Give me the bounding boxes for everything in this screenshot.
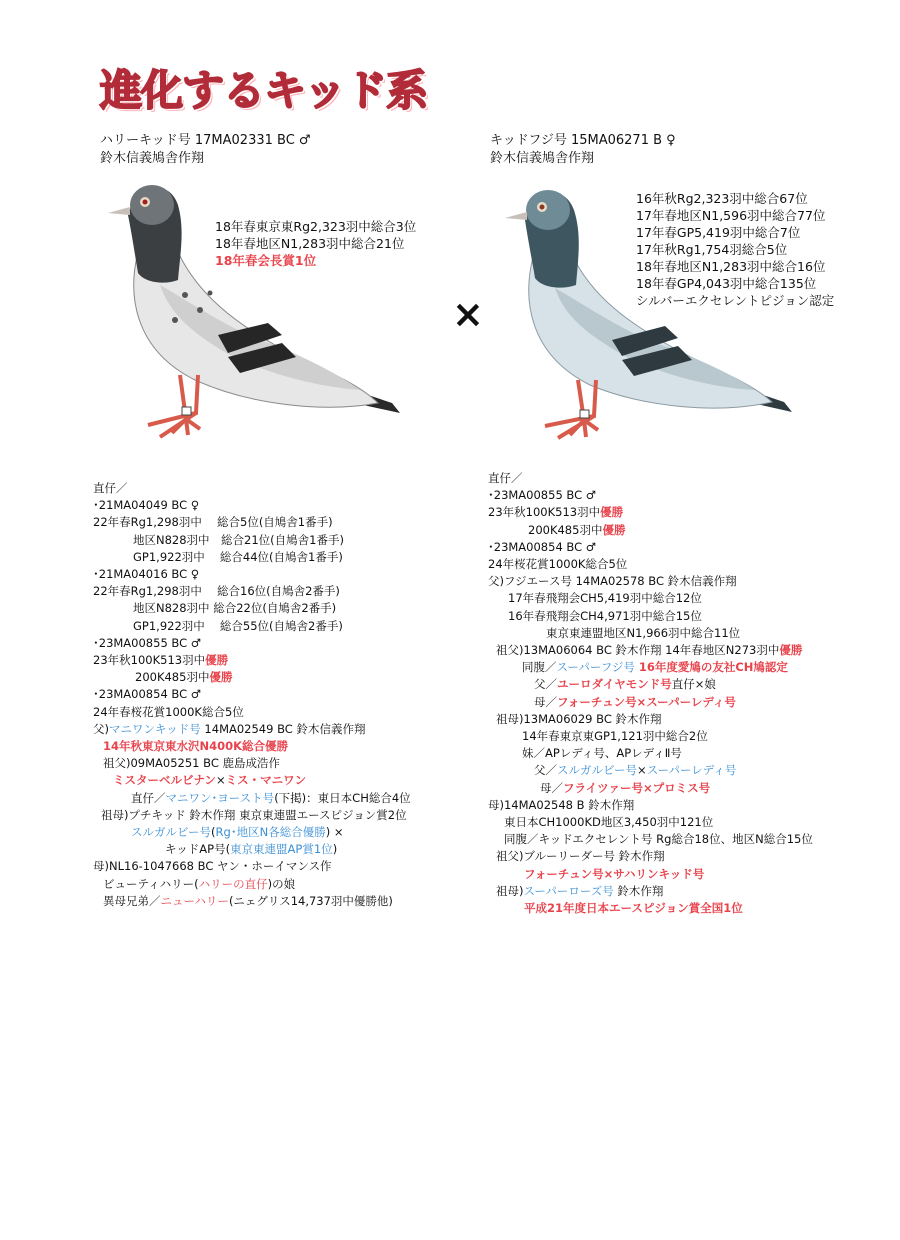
- pedigree-line: フォーチュン号×サハリンキッド号: [524, 866, 705, 881]
- right-pedigree: [488, 470, 883, 917]
- pedigree-line: 14年春東京東GP1,121羽中総合2位: [522, 729, 708, 744]
- left-pedigree: [93, 480, 463, 910]
- dam-header: [490, 132, 676, 168]
- pedigree-line: 同腹／スーパーフジ号 16年度愛鳩の友社CH鳩認定: [522, 660, 788, 675]
- sire-achievement: 18年春地区N1,283羽中総合21位: [215, 236, 405, 251]
- pedigree-line: GP1,922羽中 総合55位(自鳩舎2番手): [133, 618, 343, 633]
- pedigree-line: 祖父)ブルーリーダー号 鈴木作翔: [496, 849, 665, 864]
- dam-achievement: シルバーエクセレントピジョン認定: [636, 293, 835, 308]
- pedigree-line: 23年秋100K513羽中優勝: [488, 505, 624, 520]
- pedigree-line: ･21MA04016 BC ♀: [93, 567, 200, 582]
- sire-header: [100, 132, 311, 168]
- pedigree-line: 23年秋100K513羽中優勝: [93, 653, 229, 668]
- pedigree-line: ビューティハリー(ハリーの直仔)の娘: [103, 876, 296, 891]
- sire-name: ハリーキッド号 17MA02331 BC ♂: [100, 133, 311, 148]
- pedigree-line: 14年秋東京東水沢N400K総合優勝: [103, 739, 289, 754]
- pedigree-line: 祖父)13MA06064 BC 鈴木作翔 14年春地区N273羽中優勝: [496, 643, 803, 658]
- dam-achievement: 18年春GP4,043羽中総合135位: [636, 276, 817, 291]
- sire-achievements: [215, 218, 416, 269]
- pedigree-line: 22年春Rg1,298羽中 総合16位(自鳩舎2番手): [93, 584, 340, 599]
- pedigree-line: 直仔／: [93, 481, 128, 495]
- pedigree-line: 地区N828羽中 総合22位(自鳩舎2番手): [133, 601, 337, 616]
- pedigree-line: 17年春飛翔会CH5,419羽中総合12位: [508, 591, 702, 606]
- pedigree-line: 200K485羽中優勝: [135, 670, 233, 685]
- pedigree-line: ･23MA00854 BC ♂: [488, 539, 597, 554]
- pedigree-line: 祖母)プチキッド 鈴木作翔 東京東連盟エースピジョン賞2位: [101, 807, 407, 822]
- dam-breeder: 鈴木信義鳩舎作翔: [490, 151, 595, 166]
- pedigree-line: スルガルビー号(Rg･地区N各総合優勝) ×: [131, 825, 344, 840]
- pedigree-line: 母／フォーチュン号×スーパーレディ号: [534, 694, 736, 709]
- pedigree-line: 異母兄弟／ニューハリー(ニェグリス14,737羽中優勝他): [103, 893, 393, 908]
- dam-name: キッドフジ号 15MA06271 B ♀: [490, 133, 676, 148]
- sire-highlight: 18年春会長賞1位: [215, 253, 317, 268]
- pedigree-line: 地区N828羽中 総合21位(自鳩舎1番手): [133, 532, 344, 547]
- dam-achievement: 17年秋Rg1,754羽総合5位: [636, 242, 788, 257]
- pedigree-line: 平成21年度日本エースピジョン賞全国1位: [524, 901, 743, 916]
- page-title: 進化するキッド系: [100, 66, 428, 115]
- pedigree-line: 東京東連盟地区N1,966羽中総合11位: [546, 625, 741, 640]
- pedigree-line: 父／ユーロダイヤモンド号直仔×娘: [534, 677, 716, 692]
- pedigree-line: GP1,922羽中 総合44位(自鳩舎1番手): [133, 549, 343, 564]
- pedigree-line: 父／スルガルビー号×スーパーレディ号: [534, 763, 737, 778]
- pedigree-line: ･23MA00855 BC ♂: [93, 635, 202, 650]
- dam-achievements: [636, 190, 834, 309]
- cross-symbol: ×: [452, 292, 484, 336]
- dam-achievement: 16年秋Rg2,323羽中総合67位: [636, 191, 808, 206]
- dam-achievement: 17年春GP5,419羽中総合7位: [636, 225, 801, 240]
- pedigree-line: ミスターベルビナン×ミス・マニワン: [113, 773, 307, 788]
- pedigree-line: 同腹／キッドエクセレント号 Rg総合18位、地区N総合15位: [504, 832, 813, 847]
- dam-achievement: 18年春地区N1,283羽中総合16位: [636, 259, 826, 274]
- pedigree-line: 祖母)スーパーローズ号 鈴木作翔: [496, 883, 664, 898]
- pedigree-line: 24年桜花賞1000K総合5位: [488, 557, 628, 572]
- pedigree-line: 父)フジエース号 14MA02578 BC 鈴木信義作翔: [488, 574, 737, 589]
- pedigree-line: ･23MA00855 BC ♂: [488, 488, 597, 503]
- pedigree-line: 200K485羽中優勝: [528, 522, 626, 537]
- pedigree-line: 祖父)09MA05251 BC 鹿島成浩作: [103, 756, 281, 771]
- pedigree-line: ･21MA04049 BC ♀: [93, 498, 200, 513]
- pedigree-line: 24年春桜花賞1000K総合5位: [93, 704, 244, 719]
- pedigree-line: 直仔／マニワン･ヨースト号(下掲)：東日本CH総合4位: [131, 790, 411, 805]
- pedigree-line: ･23MA00854 BC ♂: [93, 687, 202, 702]
- sire-achievement: 18年春東京東Rg2,323羽中総合3位: [215, 219, 417, 234]
- pedigree-line: 母／フライツァー号×プロミス号: [540, 780, 711, 795]
- sire-breeder: 鈴木信義鳩舎作翔: [100, 151, 205, 166]
- pedigree-line: キッドAP号(東京東連盟AP賞1位): [165, 842, 338, 857]
- pedigree-line: 22年春Rg1,298羽中 総合5位(自鳩舎1番手): [93, 515, 333, 530]
- pedigree-line: 16年春飛翔会CH4,971羽中総合15位: [508, 608, 702, 623]
- pedigree-line: 祖母)13MA06029 BC 鈴木作翔: [496, 711, 662, 726]
- pedigree-line: 母)NL16-1047668 BC ヤン・ホーイマンス作: [93, 859, 332, 874]
- pedigree-line: 父)マニワンキッド号 14MA02549 BC 鈴木信義作翔: [93, 721, 366, 736]
- pedigree-line: 母)14MA02548 B 鈴木作翔: [488, 797, 635, 812]
- pedigree-line: 直仔／: [488, 471, 523, 485]
- pedigree-line: 妹／APレディ号、APレディⅡ号: [522, 746, 682, 761]
- sire-pigeon-image: [100, 175, 410, 450]
- pedigree-line: 東日本CH1000KD地区3,450羽中121位: [504, 815, 714, 830]
- dam-achievement: 17年春地区N1,596羽中総合77位: [636, 208, 826, 223]
